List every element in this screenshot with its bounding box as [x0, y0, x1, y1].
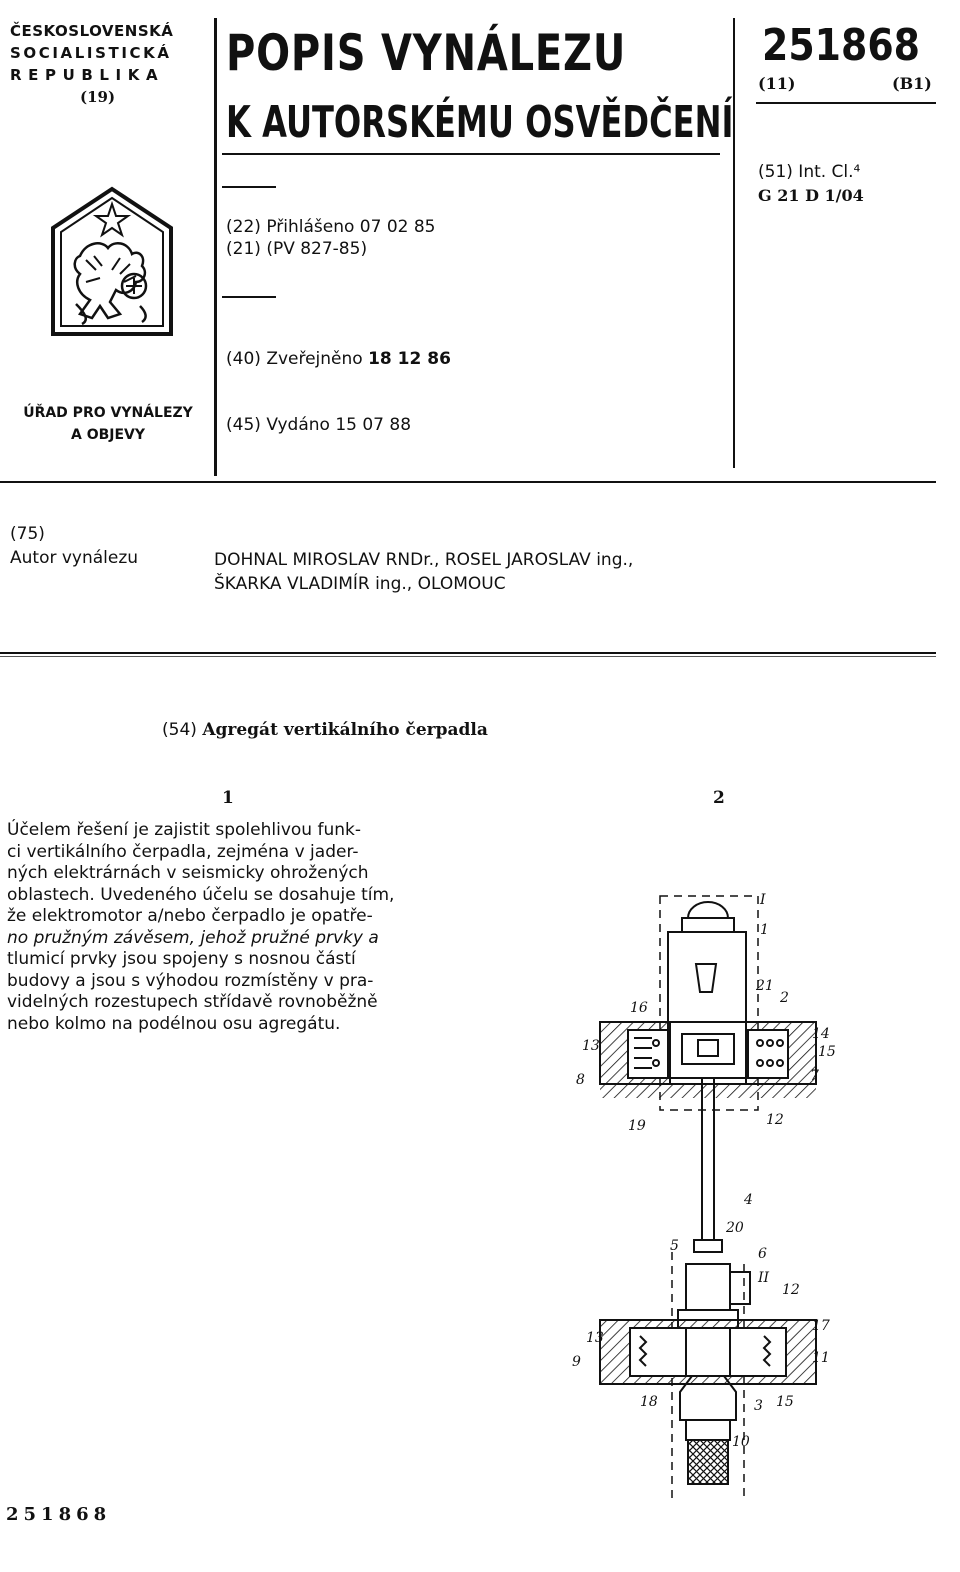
label-15-upper: 15	[818, 1044, 836, 1060]
filed-code: (22)	[226, 217, 261, 237]
country-line-3: REPUBLIKA	[10, 66, 165, 84]
label-7: 7	[810, 1068, 819, 1084]
abstract-line: no pružným závěsem, jehož pružné prvky a	[7, 927, 379, 948]
invention-title-code: (54)	[162, 720, 197, 740]
label-13-upper: 13	[582, 1038, 600, 1054]
state-emblem-lion-icon	[50, 186, 174, 344]
abstract-line: nebo kolmo na podélnou osu agregátu.	[7, 1013, 341, 1034]
inventors-names	[214, 548, 633, 596]
application-code: (21)	[226, 239, 261, 259]
label-5: 5	[670, 1238, 679, 1254]
code-19: (19)	[80, 88, 116, 106]
label-II: II	[758, 1270, 770, 1286]
code-b1: (B1)	[892, 74, 932, 93]
label-15-lower: 15	[776, 1394, 794, 1410]
pump-assembly-drawing	[560, 880, 860, 1500]
column-divider-right	[733, 18, 735, 468]
application-number	[226, 238, 367, 260]
abstract-line: že elektromotor a/nebo čerpadlo je opatře-	[7, 906, 373, 926]
label-13-lower: 13	[586, 1330, 604, 1346]
application-text: (PV 827-85)	[266, 239, 368, 259]
abstract-line: oblastech. Uvedeného účelu se dosahuje tím,	[7, 884, 395, 905]
published-date	[226, 348, 451, 370]
country-line-1: ČESKOSLOVENSKÁ	[10, 22, 174, 40]
label-11: 11	[812, 1350, 830, 1366]
column-divider-left	[214, 18, 217, 476]
document-title: POPIS VYNÁLEZU	[226, 24, 627, 82]
abstract-text	[7, 820, 447, 1035]
label-10: 10	[732, 1434, 750, 1450]
label-16: 16	[630, 1000, 648, 1016]
footer-patent-number: 251868	[6, 1504, 112, 1525]
title-rule	[222, 153, 720, 155]
label-18: 18	[640, 1394, 658, 1410]
inventors-label: Autor vynálezu	[10, 548, 139, 568]
inventors-line-2: ŠKARKA VLADIMÍR ing., OLOMOUC	[214, 574, 506, 594]
issued-code: (45)	[226, 415, 261, 435]
label-21: 21	[756, 978, 774, 994]
filed-text: Přihlášeno 07 02 85	[266, 217, 436, 237]
label-8: 8	[576, 1072, 585, 1088]
label-12-upper: 12	[766, 1112, 784, 1128]
issued-date	[226, 414, 411, 436]
label-4: 4	[744, 1192, 753, 1208]
published-code: (40)	[226, 349, 261, 369]
label-12-lower: 12	[782, 1282, 800, 1298]
label-19: 19	[628, 1118, 646, 1134]
abstract-line: videlných rozestupech střídavě rovnoběžně	[7, 992, 378, 1012]
abstract-line: ných elektrárnách v seismicky ohrožených	[7, 863, 369, 883]
published-value: 18 12 86	[368, 349, 451, 369]
label-6: 6	[758, 1246, 767, 1262]
int-cl-label: (51) Int. Cl.⁴	[758, 162, 861, 182]
abstract-line: tlumicí prvky jsou spojeny s nosnou částí	[7, 949, 356, 969]
issued-text: Vydáno 15 07 88	[266, 415, 412, 435]
short-rule-1	[222, 186, 276, 188]
short-rule-2	[222, 296, 276, 298]
label-17: 17	[812, 1318, 830, 1334]
invention-title	[162, 720, 488, 740]
inventors-bottom-rule-thin	[0, 656, 936, 657]
header-bottom-rule	[0, 481, 936, 483]
patent-number: 251868	[762, 20, 920, 71]
label-I: I	[760, 892, 766, 908]
column-number-1: 1	[222, 788, 234, 808]
inventors-code: (75)	[10, 524, 45, 544]
int-cl-value: G 21 D 1/04	[758, 186, 864, 205]
label-9: 9	[572, 1354, 581, 1370]
country-name	[10, 20, 200, 108]
label-14: 14	[812, 1026, 830, 1042]
abstract-line: ci vertikálního čerpadla, zejména v jader-	[7, 841, 359, 862]
published-label: Zveřejněno	[266, 349, 363, 369]
column-number-2: 2	[713, 788, 725, 808]
inventors-line-1: DOHNAL MIROSLAV RNDr., ROSEL JAROSLAV ing.,	[214, 550, 634, 570]
office-line-2: A OBJEVY	[70, 427, 146, 443]
abstract-line: budovy a jsou s výhodou rozmístěny v pra-	[7, 970, 374, 991]
country-line-2: SOCIALISTICKÁ	[10, 44, 172, 62]
filed-date	[226, 216, 436, 238]
label-3: 3	[754, 1398, 763, 1414]
int-cl-block	[758, 160, 864, 208]
label-2: 2	[780, 990, 789, 1006]
label-20: 20	[726, 1220, 744, 1236]
office-name	[8, 402, 208, 446]
document-subtitle: K AUTORSKÉMU OSVĚDČENÍ	[226, 97, 734, 148]
label-1: 1	[760, 922, 769, 938]
invention-title-text: Agregát vertikálního čerpadla	[202, 720, 488, 740]
office-line-1: ÚŘAD PRO VYNÁLEZY	[23, 405, 193, 421]
code-11: (11)	[758, 74, 796, 93]
right-header-rule	[756, 102, 936, 104]
abstract-line: Účelem řešení je zajistit spolehlivou funk-	[7, 820, 361, 840]
inventors-bottom-rule	[0, 652, 936, 654]
